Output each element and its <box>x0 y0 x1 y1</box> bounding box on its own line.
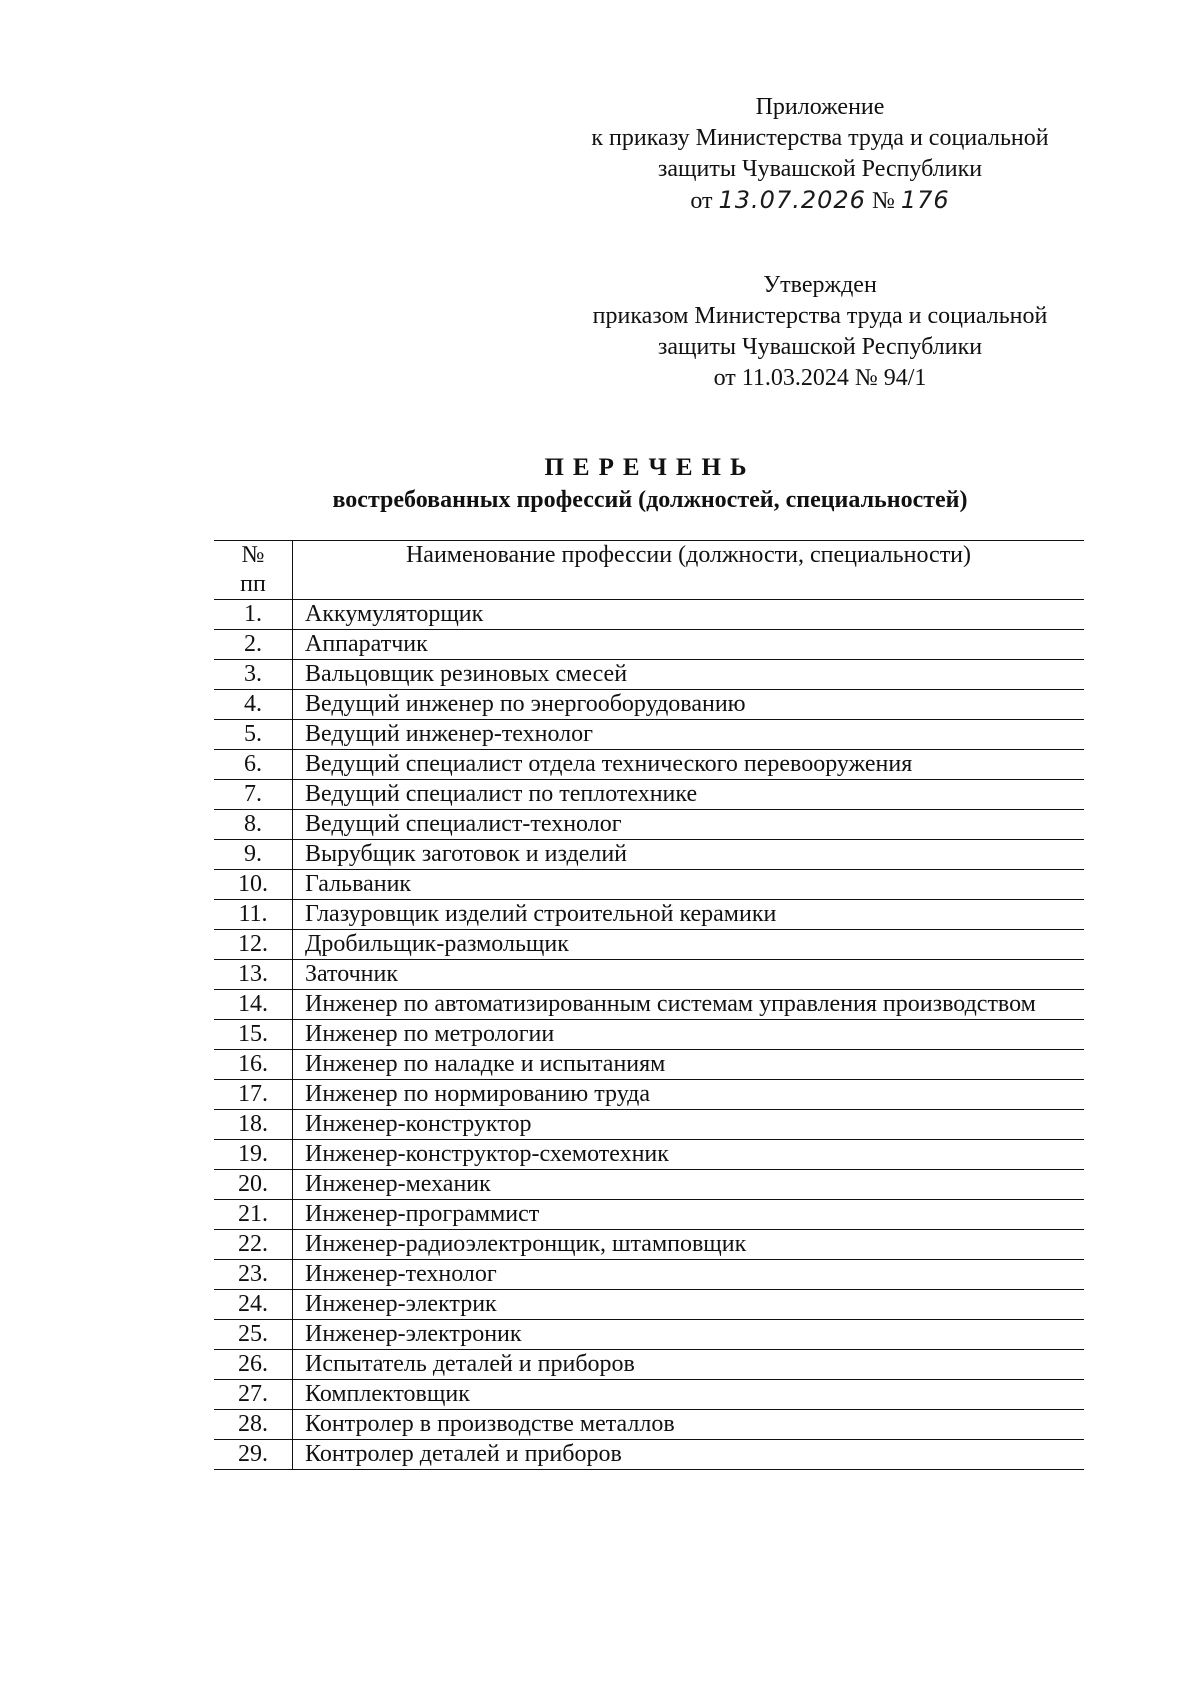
table-row <box>214 720 1084 750</box>
table-row <box>214 1200 1084 1230</box>
profession-name: Инженер по автоматизированным системам управления производством <box>293 990 1085 1020</box>
header-number-abbrev: пп <box>240 571 266 597</box>
appendix-order-line: к приказу Министерства труда и социальной <box>591 125 1049 151</box>
table-row <box>214 1050 1084 1080</box>
row-number: 28. <box>214 1410 293 1440</box>
row-number: 2. <box>214 630 293 660</box>
profession-name: Ведущий специалист-технолог <box>293 810 1085 840</box>
table-row <box>214 930 1084 960</box>
profession-name: Инженер по наладке и испытаниям <box>293 1050 1085 1080</box>
table-row <box>214 840 1084 870</box>
table-row <box>214 750 1084 780</box>
table-header-row <box>214 541 1084 600</box>
number-prefix: № <box>871 188 895 214</box>
table-row <box>214 1110 1084 1140</box>
appendix-date-line <box>560 185 1080 217</box>
table-body <box>214 600 1084 1470</box>
profession-name: Ведущий специалист отдела технического перевооружения <box>293 750 1085 780</box>
row-number: 1. <box>214 600 293 630</box>
row-number: 27. <box>214 1380 293 1410</box>
row-number: 9. <box>214 840 293 870</box>
profession-name: Инженер-конструктор <box>293 1110 1085 1140</box>
profession-name: Инженер-конструктор-схемотехник <box>293 1140 1085 1170</box>
table-row <box>214 1290 1084 1320</box>
profession-name: Дробильщик-размольщик <box>293 930 1085 960</box>
handwritten-number: 176 <box>900 186 950 214</box>
table-row <box>214 990 1084 1020</box>
profession-name: Инженер-электрик <box>293 1290 1085 1320</box>
table-row <box>214 900 1084 930</box>
table-row <box>214 780 1084 810</box>
profession-name: Инженер по метрологии <box>293 1020 1085 1050</box>
row-number: 3. <box>214 660 293 690</box>
row-number: 10. <box>214 870 293 900</box>
row-number: 13. <box>214 960 293 990</box>
row-number: 7. <box>214 780 293 810</box>
profession-name: Вырубщик заготовок и изделий <box>293 840 1085 870</box>
row-number: 17. <box>214 1080 293 1110</box>
row-number: 5. <box>214 720 293 750</box>
header-name-cell: Наименование профессии (должности, специальности) <box>293 541 1085 600</box>
profession-name: Контролер в производстве металлов <box>293 1410 1085 1440</box>
header-number-symbol: № <box>241 542 265 568</box>
row-number: 6. <box>214 750 293 780</box>
appendix-header <box>560 92 1080 217</box>
profession-name: Аккумуляторщик <box>293 600 1085 630</box>
row-number: 11. <box>214 900 293 930</box>
approved-date-line: от 11.03.2024 № 94/1 <box>713 365 927 391</box>
table-row <box>214 1320 1084 1350</box>
approved-header <box>560 270 1080 394</box>
table-row <box>214 1350 1084 1380</box>
profession-name: Инженер-механик <box>293 1170 1085 1200</box>
row-number: 14. <box>214 990 293 1020</box>
profession-name: Глазуровщик изделий строительной керамики <box>293 900 1085 930</box>
table-row <box>214 960 1084 990</box>
table-row <box>214 870 1084 900</box>
profession-name: Инженер-программист <box>293 1200 1085 1230</box>
row-number: 4. <box>214 690 293 720</box>
table-row <box>214 1080 1084 1110</box>
profession-name: Инженер по нормированию труда <box>293 1080 1085 1110</box>
appendix-title: Приложение <box>755 94 885 120</box>
table-row <box>214 1440 1084 1470</box>
row-number: 23. <box>214 1260 293 1290</box>
table-row <box>214 600 1084 630</box>
title-subtitle: востребованных профессий (должностей, специальностей) <box>332 487 968 513</box>
profession-name: Инженер-технолог <box>293 1260 1085 1290</box>
header-number-cell <box>214 541 293 600</box>
row-number: 24. <box>214 1290 293 1320</box>
table-row <box>214 1020 1084 1050</box>
row-number: 22. <box>214 1230 293 1260</box>
row-number: 21. <box>214 1200 293 1230</box>
row-number: 29. <box>214 1440 293 1470</box>
approved-title: Утвержден <box>763 272 877 298</box>
table-row <box>214 630 1084 660</box>
table-row <box>214 1230 1084 1260</box>
row-number: 18. <box>214 1110 293 1140</box>
profession-name: Вальцовщик резиновых смесей <box>293 660 1085 690</box>
table-row <box>214 1380 1084 1410</box>
table-row <box>214 1170 1084 1200</box>
title-main: ПЕРЕЧЕНЬ <box>544 454 756 481</box>
profession-name: Аппаратчик <box>293 630 1085 660</box>
profession-name: Заточник <box>293 960 1085 990</box>
profession-name: Ведущий инженер по энергооборудованию <box>293 690 1085 720</box>
table-row <box>214 1260 1084 1290</box>
profession-name: Испытатель деталей и приборов <box>293 1350 1085 1380</box>
table-row <box>214 810 1084 840</box>
profession-name: Инженер-радиоэлектронщик, штамповщик <box>293 1230 1085 1260</box>
row-number: 8. <box>214 810 293 840</box>
row-number: 26. <box>214 1350 293 1380</box>
row-number: 15. <box>214 1020 293 1050</box>
row-number: 25. <box>214 1320 293 1350</box>
appendix-ministry-line: защиты Чувашской Республики <box>657 156 983 182</box>
document-title <box>200 452 1100 516</box>
row-number: 12. <box>214 930 293 960</box>
profession-name: Комплектовщик <box>293 1380 1085 1410</box>
row-number: 20. <box>214 1170 293 1200</box>
approved-ministry-line: защиты Чувашской Республики <box>657 334 983 360</box>
handwritten-date: 13.07.2026 <box>718 186 866 214</box>
table-row <box>214 1140 1084 1170</box>
profession-name: Контролер деталей и приборов <box>293 1440 1085 1470</box>
profession-name: Ведущий инженер-технолог <box>293 720 1085 750</box>
professions-table <box>214 540 1084 1470</box>
approved-order-line: приказом Министерства труда и социальной <box>592 303 1048 329</box>
date-prefix: от <box>690 188 713 214</box>
table-row <box>214 1410 1084 1440</box>
profession-name: Инженер-электроник <box>293 1320 1085 1350</box>
row-number: 19. <box>214 1140 293 1170</box>
row-number: 16. <box>214 1050 293 1080</box>
profession-name: Гальваник <box>293 870 1085 900</box>
profession-name: Ведущий специалист по теплотехнике <box>293 780 1085 810</box>
table-row <box>214 690 1084 720</box>
table-row <box>214 660 1084 690</box>
